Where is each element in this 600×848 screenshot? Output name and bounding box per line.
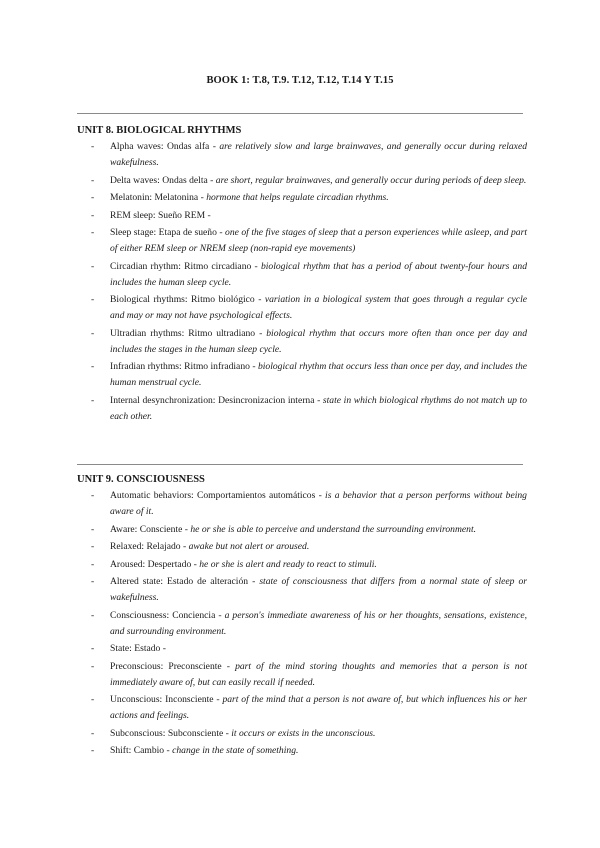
glossary-term: Aware: Consciente - <box>110 523 191 535</box>
glossary-item: - Melatonin: Melatonina - hormone that helps regulate circadian rhythms. <box>91 192 389 203</box>
glossary-definition: part of the mind storing thoughts and memories that a person is not immediately aware of, but can easily recall if needed. <box>110 660 527 688</box>
glossary-term: Unconscious: Inconsciente - <box>110 694 223 705</box>
glossary-term: Circadian rhythm: Ritmo circadiano - <box>110 260 261 272</box>
glossary-item: - Preconscious: Preconsciente - part of the mind storing thoughts and memories that a person is not immediately aware of, but can easily recall if needed. <box>91 660 527 688</box>
glossary-term: Biological rhythms: Ritmo biológico - <box>110 294 265 305</box>
glossary-item: - REM sleep: Sueño REM - <box>91 209 211 221</box>
glossary-item: - Consciousness: Conciencia - a person's immediate awareness of his or her thoughts, sensations, existence, and surrounding environment. <box>91 609 527 637</box>
glossary-item: - Shift: Cambio - change in the state of something. <box>91 745 299 756</box>
glossary-term: Aroused: Despertado - <box>110 558 200 570</box>
glossary-term: Alpha waves: Ondas alfa - <box>110 141 220 152</box>
glossary-term: Altered state: Estado de alteración - <box>110 576 260 587</box>
glossary-definition: are relatively slow and large brainwaves, and generally occur during relaxed wakefulness. <box>110 141 527 168</box>
glossary-term: Automatic behaviors: Comportamientos automáticos - <box>110 490 326 501</box>
glossary-term: Delta waves: Ondas delta - <box>110 174 216 186</box>
glossary-term: Infradian rhythms: Ritmo infradiano - <box>110 361 258 372</box>
unit-8-heading: UNIT 8. BIOLOGICAL RHYTHMS <box>77 125 242 136</box>
glossary-definition: state in which biological rhythms do not match up to each other. <box>110 394 527 422</box>
glossary-item: - Unconscious: Inconsciente - part of the mind that a person is not aware of, but which influences his or her actions and feelings. <box>91 694 527 721</box>
glossary-definition: state of consciousness that differs from a normal state of sleep or wakefulness. <box>110 576 527 603</box>
glossary-term: Relaxed: Relajado - <box>110 541 189 552</box>
glossary-definition: biological rhythm that has a period of about twenty-four hours and includes the human sleep cycle. <box>110 260 527 288</box>
glossary-definition: change in the state of something. <box>172 745 299 756</box>
glossary-definition: is a behavior that a person performs without being aware of it. <box>110 490 527 517</box>
glossary-item: - Ultradian rhythms: Ritmo ultradiano - biological rhythm that occurs more often than once per day and includes the stages in the human sleep cycle. <box>91 327 527 355</box>
glossary-item: - Sleep stage: Etapa de sueño - one of the five stages of sleep that a person experiences while asleep, and part of either REM sleep or NREM sleep (non-rapid eye movements) <box>91 227 527 254</box>
glossary-definition: awake but not alert or aroused. <box>188 541 310 552</box>
glossary-item: - Automatic behaviors: Comportamientos automáticos - is a behavior that a person performs without being aware of it. <box>91 490 527 517</box>
glossary-item: - Aroused: Despertado - he or she is alert and ready to react to stimuli. <box>91 558 377 570</box>
glossary-item: - Circadian rhythm: Ritmo circadiano - biological rhythm that has a period of about twenty-four hours and includes the human sleep cycle. <box>91 260 527 288</box>
glossary-term: Sleep stage: Etapa de sueño - <box>110 227 226 238</box>
glossary-definition: one of the five stages of sleep that a person experiences while asleep, and part of either REM sleep or NREM sleep (non-rapid eye movements) <box>110 227 527 254</box>
glossary-term: Consciousness: Conciencia - <box>110 609 225 621</box>
glossary-definition: he or she is alert and ready to react to stimuli. <box>199 558 377 570</box>
glossary-definition: biological rhythm that occurs more often than once per day and includes the stages in the human sleep cycle. <box>110 327 527 355</box>
glossary-definition: he or she is able to perceive and understand the surrounding environment. <box>190 523 477 535</box>
glossary-term: Melatonin: Melatonina - <box>110 192 207 203</box>
glossary-item: - State: Estado - <box>91 643 166 654</box>
glossary-term: Subconscious: Subconsciente - <box>110 727 232 739</box>
glossary-item: - Infradian rhythms: Ritmo infradiano - biological rhythm that occurs less than once per day, and includes the human menstrual cycle. <box>91 361 527 388</box>
glossary-definition: variation in a biological system that goes through a regular cycle and may or may not have psychological effects. <box>110 294 527 321</box>
glossary-term: Internal desynchronization: Desincronizacion interna - <box>110 394 323 406</box>
glossary-definition: are short, regular brainwaves, and generally occur during periods of deep sleep. <box>215 174 527 186</box>
unit-9-glossary-list <box>91 488 527 761</box>
section-divider-top <box>77 113 523 114</box>
glossary-term: State: Estado - <box>110 643 166 654</box>
glossary-item: - Subconscious: Subconsciente - it occurs or exists in the unconscious. <box>91 727 376 739</box>
section-divider-middle <box>77 464 523 465</box>
glossary-definition: biological rhythm that occurs less than once per day, and includes the human menstrual cycle. <box>110 361 527 388</box>
glossary-item: - Alpha waves: Ondas alfa - are relatively slow and large brainwaves, and generally occur during relaxed wakefulness. <box>91 141 527 168</box>
glossary-term: Preconscious: Preconsciente - <box>110 660 236 672</box>
glossary-item: - Internal desynchronization: Desincronizacion interna - state in which biological rhythms do not match up to each other. <box>91 394 527 422</box>
glossary-definition: a person's immediate awareness of his or her thoughts, sensations, existence, and surrounding environment. <box>110 609 527 637</box>
glossary-item: - Biological rhythms: Ritmo biológico - variation in a biological system that goes through a regular cycle and may or may not have psychological effects. <box>91 294 527 321</box>
glossary-term: Ultradian rhythms: Ritmo ultradiano - <box>110 327 267 339</box>
document-title: BOOK 1: T.8, T.9. T.12, T.12, T.14 Y T.15 <box>206 75 394 86</box>
glossary-term: REM sleep: Sueño REM - <box>110 209 211 221</box>
unit-8-glossary-list <box>91 139 527 426</box>
unit-9-heading: UNIT 9. CONSCIOUSNESS <box>77 474 205 485</box>
glossary-definition: hormone that helps regulate circadian rhythms. <box>206 192 389 203</box>
glossary-definition: part of the mind that a person is not aware of, but which influences his or her actions and feelings. <box>110 694 527 721</box>
glossary-item: - Altered state: Estado de alteración - state of consciousness that differs from a normal state of sleep or wakefulness. <box>91 576 527 603</box>
glossary-definition: it occurs or exists in the unconscious. <box>231 727 376 739</box>
glossary-term: Shift: Cambio - <box>110 745 173 756</box>
glossary-item: - Aware: Consciente - he or she is able to perceive and understand the surrounding environment. <box>91 523 477 535</box>
glossary-item: - Relaxed: Relajado - awake but not alert or aroused. <box>91 541 310 552</box>
glossary-item: - Delta waves: Ondas delta - are short, regular brainwaves, and generally occur during periods of deep sleep. <box>91 174 527 186</box>
